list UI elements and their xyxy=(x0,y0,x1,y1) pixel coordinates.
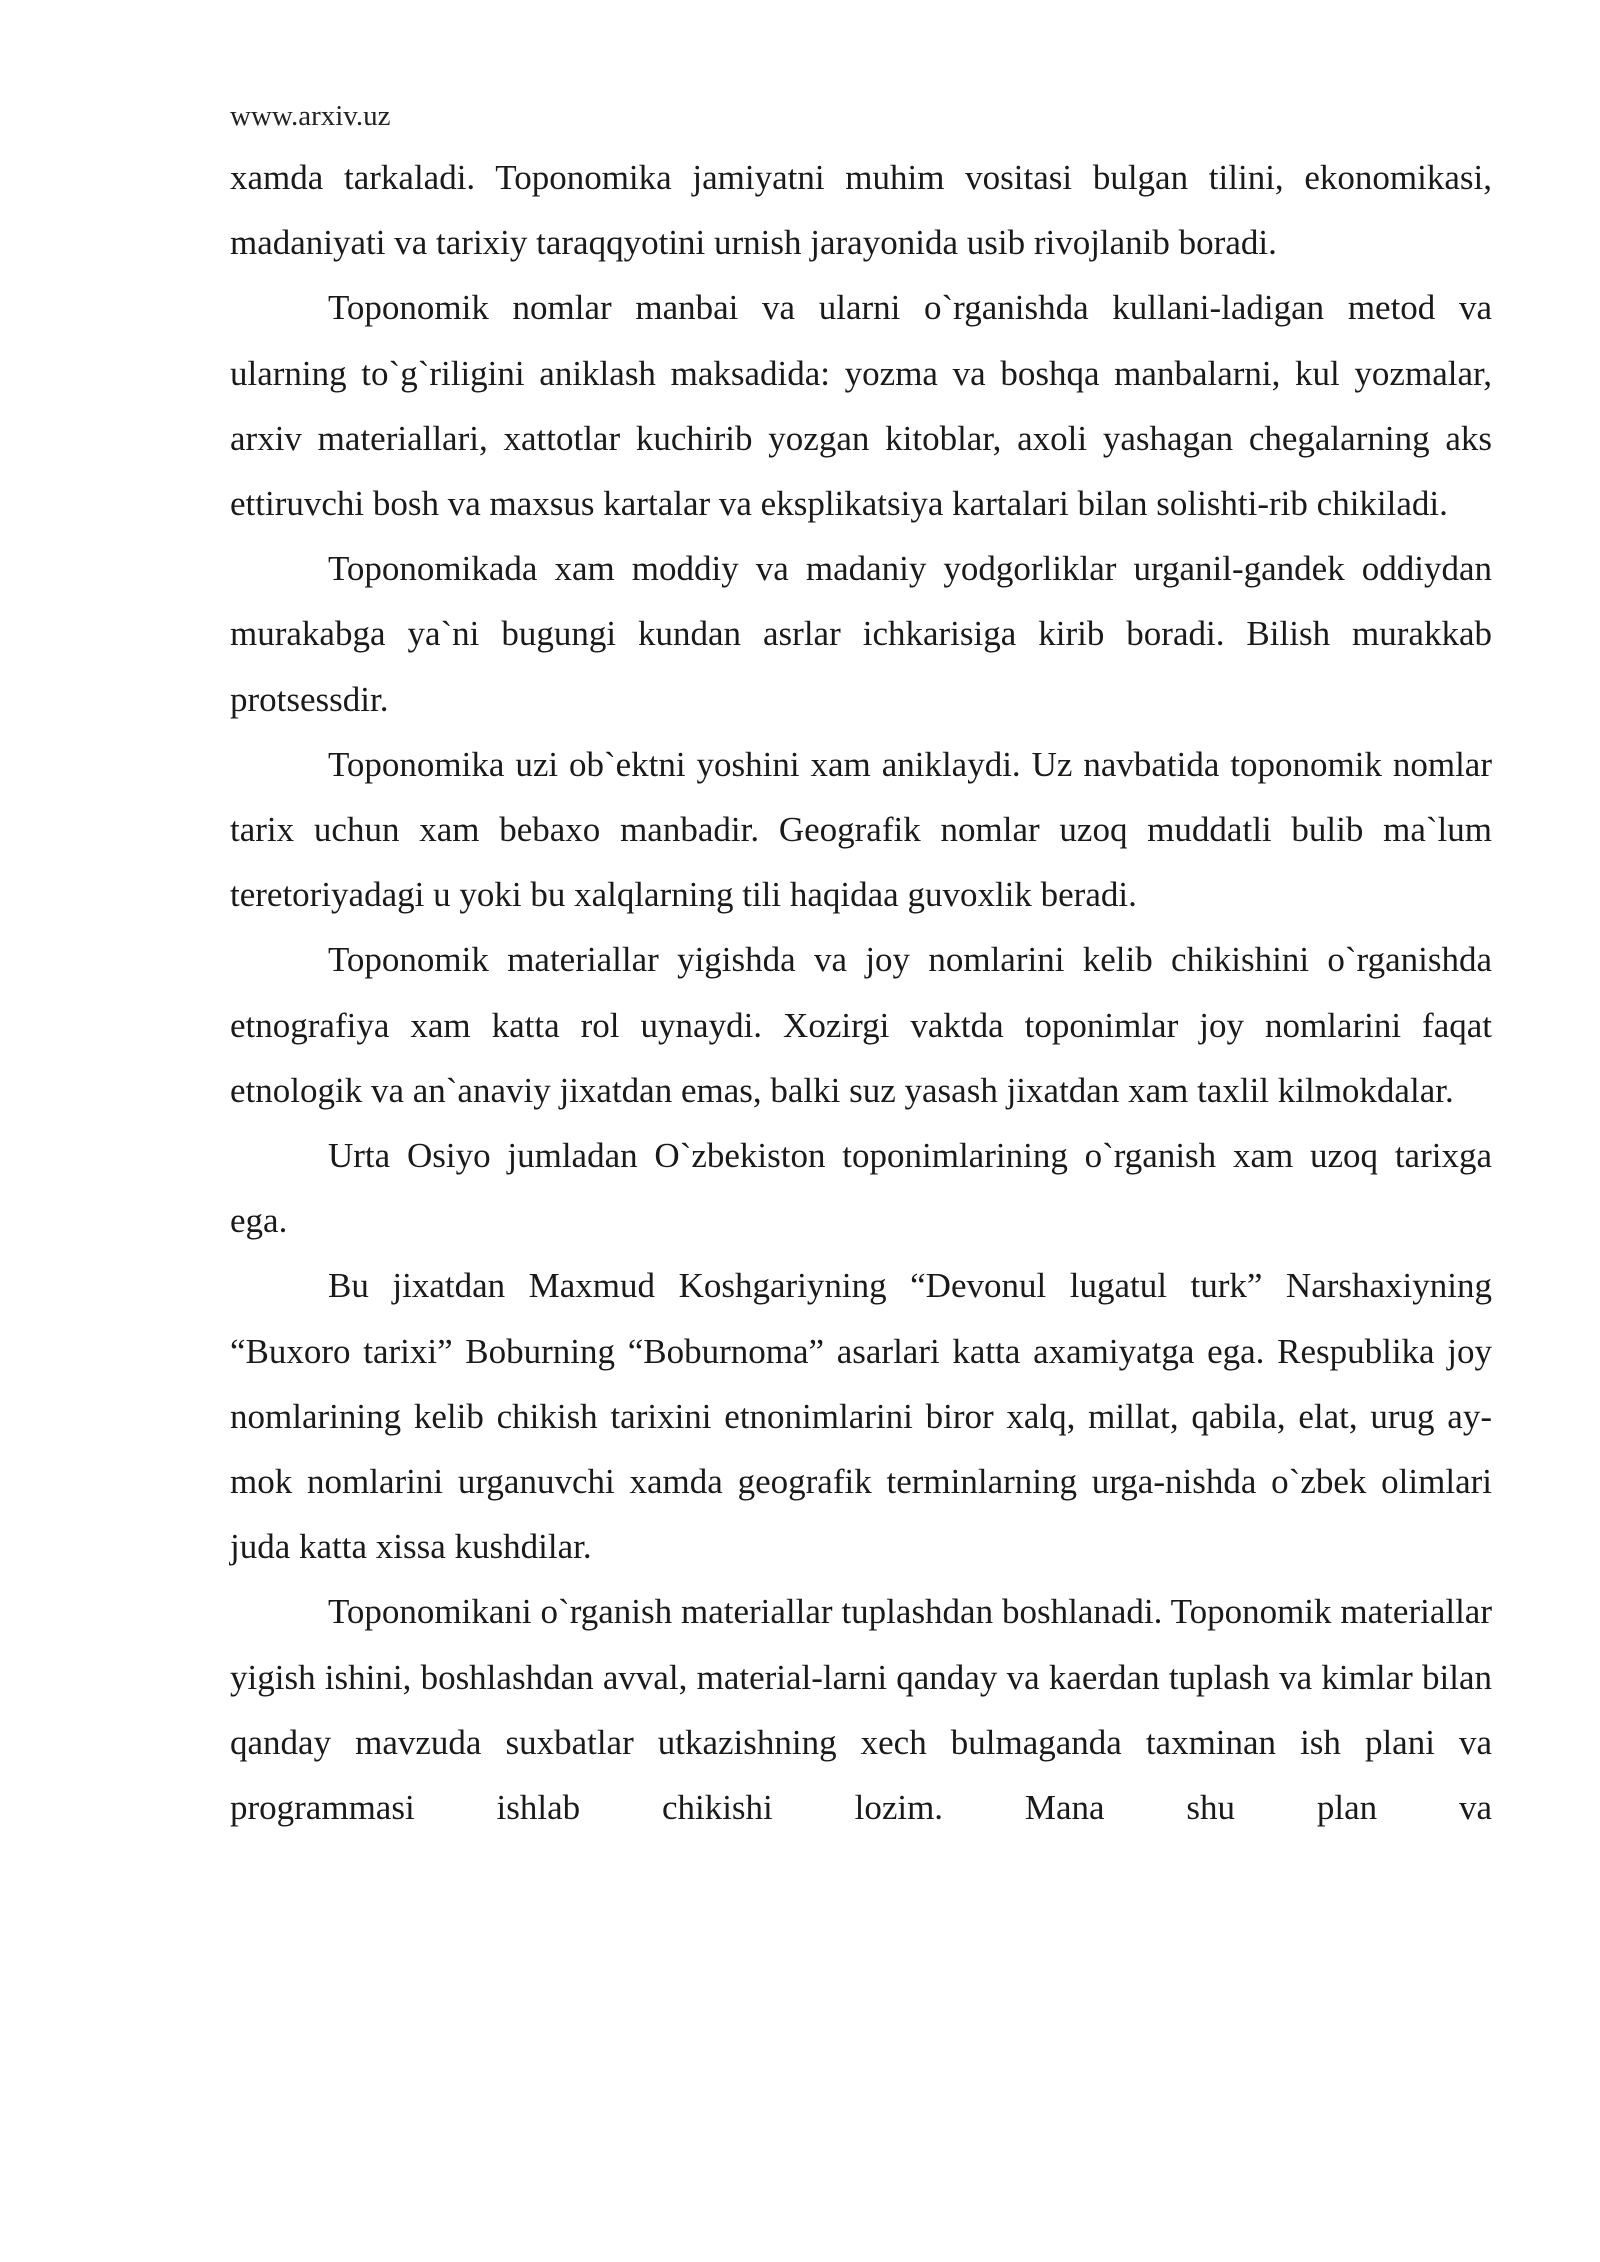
paragraph-7: Bu jixatdan Maxmud Koshgariyning “Devonul lugatul turk” Narshaxiyning “Buxoro tarixi” Boburning “Boburnoma” asarlari katta axamiyatga ega. Respublika joy nomlarining kelib chikish tarixini etnonimlarini biror xalq, millat, qabila, elat, urug ay-mok nomlarini urganuvchi xamda geografik terminlarning urga-nishda o`zbek olimlari juda katta xissa kushdilar. xyxy=(230,1266,1492,1567)
paragraph-1: xamda tarkaladi. Toponomika jamiyatni muhim vositasi bulgan tilini, ekonomikasi, madaniyati va tarixiy taraqqyotini urnish jarayonida usib rivojlanib boradi. xyxy=(230,158,1492,263)
paragraph-4: Toponomika uzi ob`ektni yoshini xam aniklaydi. Uz navbatida toponomik nomlar tarix uchun xam bebaxo manbadir. Geografik nomlar uzoq muddatli bulib ma`lum teretoriyadagi u yoki bu xalqlarning tili haqidaa guvoxlik beradi. xyxy=(230,744,1492,915)
page-header-site: www.arxiv.uz xyxy=(230,100,391,132)
paragraph-8: Toponomikani o`rganish materiallar tuplashdan boshlanadi. Toponomik materiallar yigish ishini, boshlashdan avval, material-larni qanday va kaerdan tuplash va kimlar bilan qanday mavzuda suxbatlar utkazishning xech bulmaganda taxminan ish plani va programmasi ishlab chikishi lozim. Mana shu plan va xyxy=(230,1592,1492,1828)
paragraph-2: Toponomik nomlar manbai va ularni o`rganishda kullani-ladigan metod va ularning to`g`riligini aniklash maksadida: yozma va boshqa manbalarni, kul yozmalar, arxiv materiallari, xattotlar kuchirib yozgan kitoblar, axoli yashagan chegalarning aks ettiruvchi bosh va maxsus kartalar va eksplikatsiya kartalari bilan solishti-rib chikiladi. xyxy=(230,288,1492,524)
paragraph-3: Toponomikada xam moddiy va madaniy yodgorliklar urganil-gandek oddiydan murakabga ya`ni bugungi kundan asrlar ichkarisiga kirib boradi. Bilish murakkab protsessdir. xyxy=(230,549,1492,719)
paragraph-6: Urta Osiyo jumladan O`zbekiston toponimlarining o`rganish xam uzoq tarixga ega. xyxy=(230,1136,1492,1241)
document-body xyxy=(230,145,1492,1840)
paragraph-5: Toponomik materiallar yigishda va joy nomlarini kelib chikishini o`rganishda etnografiya xam katta rol uynaydi. Xozirgi vaktda toponimlar joy nomlarini faqat etnologik va an`anaviy jixatdan emas, balki suz yasash jixatdan xam taxlil kilmokdalar. xyxy=(230,940,1492,1110)
